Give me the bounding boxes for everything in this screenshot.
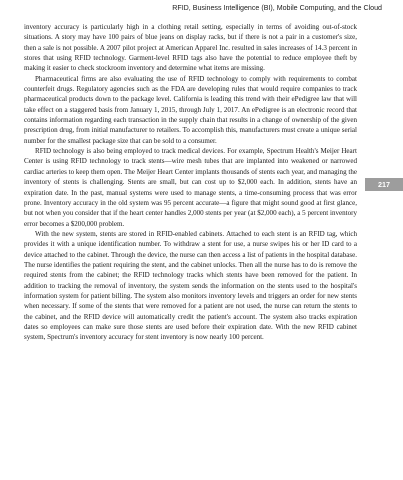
paragraph-apparel: inventory accuracy is particularly high in a clothing retail setting, especially in terms of avoiding out-of-stock situations. A story may have 100 pairs of blue jeans on display racks, but if there is not a pair in a customer's size, then a sale is not possible. A 2007 pilot project at American Apparel Inc. resulted in sales increases of 14.3 percent in stores that using RFID technology. Garment-level RFID tags also have the potential to reduce employee theft by making it easier to check stockroom inventory and determine what items are missing. bbox=[24, 23, 357, 73]
body-text bbox=[24, 22, 357, 343]
running-header: RFID, Business Intelligence (BI), Mobile Computing, and the Cloud bbox=[172, 4, 382, 12]
paragraph-medical-devices: RFID technology is also being employed to track medical devices. For example, Spectrum Health's Meijer Heart Center is using RFID technology to track stents—wire mesh tubes that are implanted into weakened or narrowed cardiac arteries to keep them open. The Meijer Heart Center implants thousands of stents each year, and managing the inventory of stents is challenging. Stents are small, but can cost up to $2,000 each. In addition, stents have an expiration date. In the past, manual systems were used to manage stents, a time-consuming process that was error prone. Inventory accuracy in the old system was 95 percent accurate—a figure that might sound good at first glance, but not when you consider that if the heart center handles 2,000 stents per year (at $2,000 each), a 5 percent inventory error becomes a $200,000 problem. bbox=[24, 147, 357, 228]
page-number-tab: 217 bbox=[365, 178, 403, 191]
paragraph-pharmaceutical: Pharmaceutical firms are also evaluating the use of RFID technology to comply with requirements to combat counterfeit drugs. Regulatory agencies such as the FDA are developing rules that would require companies to track pharmaceutical products down to the package level. California is leading this trend with their ePedigree law that will take effect on a staggered basis from January 1, 2015, through July 1, 2017. An ePedigree is an electronic record that contains information regarding each transaction in the supply chain that results in a change of ownership of the given prescription drug, from initial manufacturer to retailers. To accomplish this, manufacturers must create a unique serial number for the smallest package size that can be sold to a consumer. bbox=[24, 74, 357, 145]
paragraph-stent-cabinets: With the new system, stents are stored in RFID-enabled cabinets. Attached to each stent is an RFID tag, which provides it with a unique identification number. To withdraw a stent for use, a nurse swipes his or her ID card to a device attached to the cabinet. Through the device, the nurse can then access a list of patients in the hospital database. The nurse identifies the patient requiring the stent, and the cabinet unlocks. Then all the nurse has to do is remove the required stents from the cabinet; the RFID technology tracks which stents have been removed for the patient. In addition to tracking the removal of inventory, the system sends the information on the stents used to the hospital's information system for patient billing. The system also monitors inventory levels and triggers an order for new stents when necessary. If some of the stents that were removed for a patient are not used, the nurse can return the stents to the cabinet, and the RFID device will automatically credit the patient's account. The system also tracks expiration dates so employees can make sure those stents are used before their expiration date. With the new RFID cabinet system, Spectrum's inventory accuracy for stent inventory is now nearly 100 percent. bbox=[24, 229, 357, 342]
